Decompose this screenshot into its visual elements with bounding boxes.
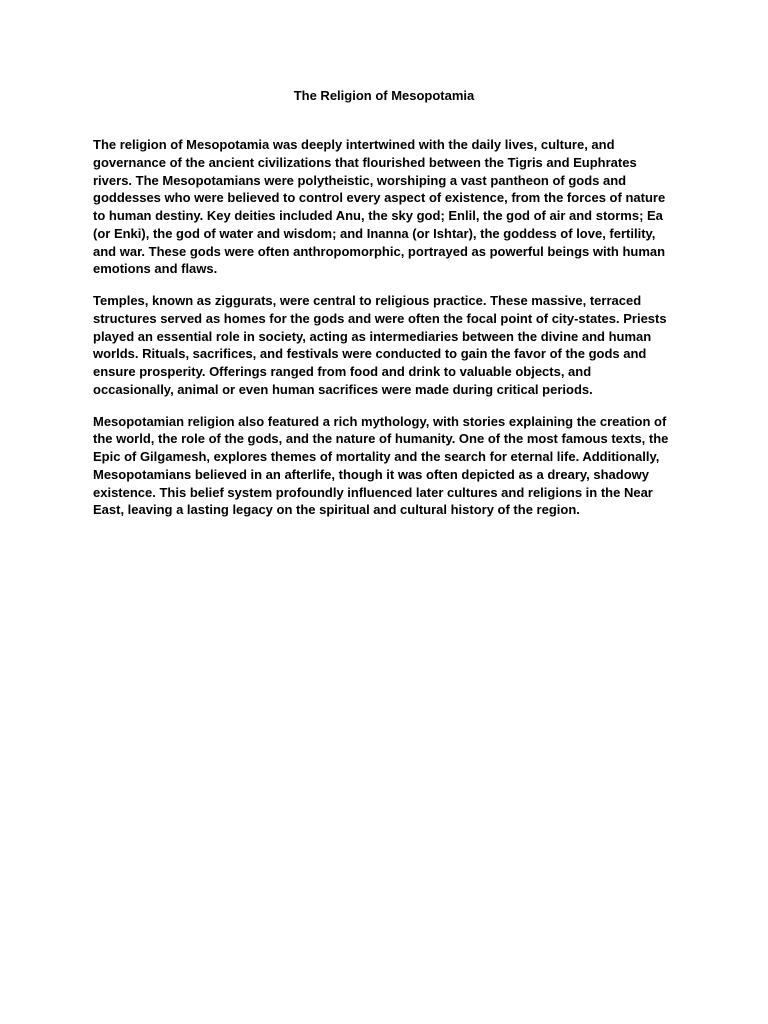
document-title: The Religion of Mesopotamia (293, 88, 475, 103)
document-body (93, 136, 675, 533)
paragraph-1: The religion of Mesopotamia was deeply intertwined with the daily lives, culture, and governance of the ancient civilizations that flourished between the Tigris and Euphrates rivers. The Mesopotamians were polytheistic, worshiping a vast pantheon of gods and goddesses who were believed to control every aspect of existence, from the forces of nature to human destiny. Key deities included Anu, the sky god; Enlil, the god of air and storms; Ea (or Enki), the god of water and wisdom; and Inanna (or Ishtar), the goddess of love, fertility, and war. These gods were often anthropomorphic, portrayed as powerful beings with human emotions and flaws. (93, 137, 666, 277)
paragraph-3: Mesopotamian religion also featured a rich mythology, with stories explaining the creation of the world, the role of the gods, and the nature of humanity. One of the most famous texts, the Epic of Gilgamesh, explores themes of mortality and the search for eternal life. Additionally, Mesopotamians believed in an afterlife, though it was often depicted as a dreary, shadowy existence. This belief system profoundly influenced later cultures and religions in the Near East, leaving a lasting legacy on the spiritual and cultural history of the region. (93, 413, 669, 518)
paragraph-2: Temples, known as ziggurats, were central to religious practice. These massive, terraced structures served as homes for the gods and were often the focal point of city-states. Priests played an essential role in society, acting as intermediaries between the divine and human worlds. Rituals, sacrifices, and festivals were conducted to gain the favor of the gods and ensure prosperity. Offerings ranged from food and drink to valuable objects, and occasionally, animal or even human sacrifices were made during critical periods. (93, 293, 667, 397)
